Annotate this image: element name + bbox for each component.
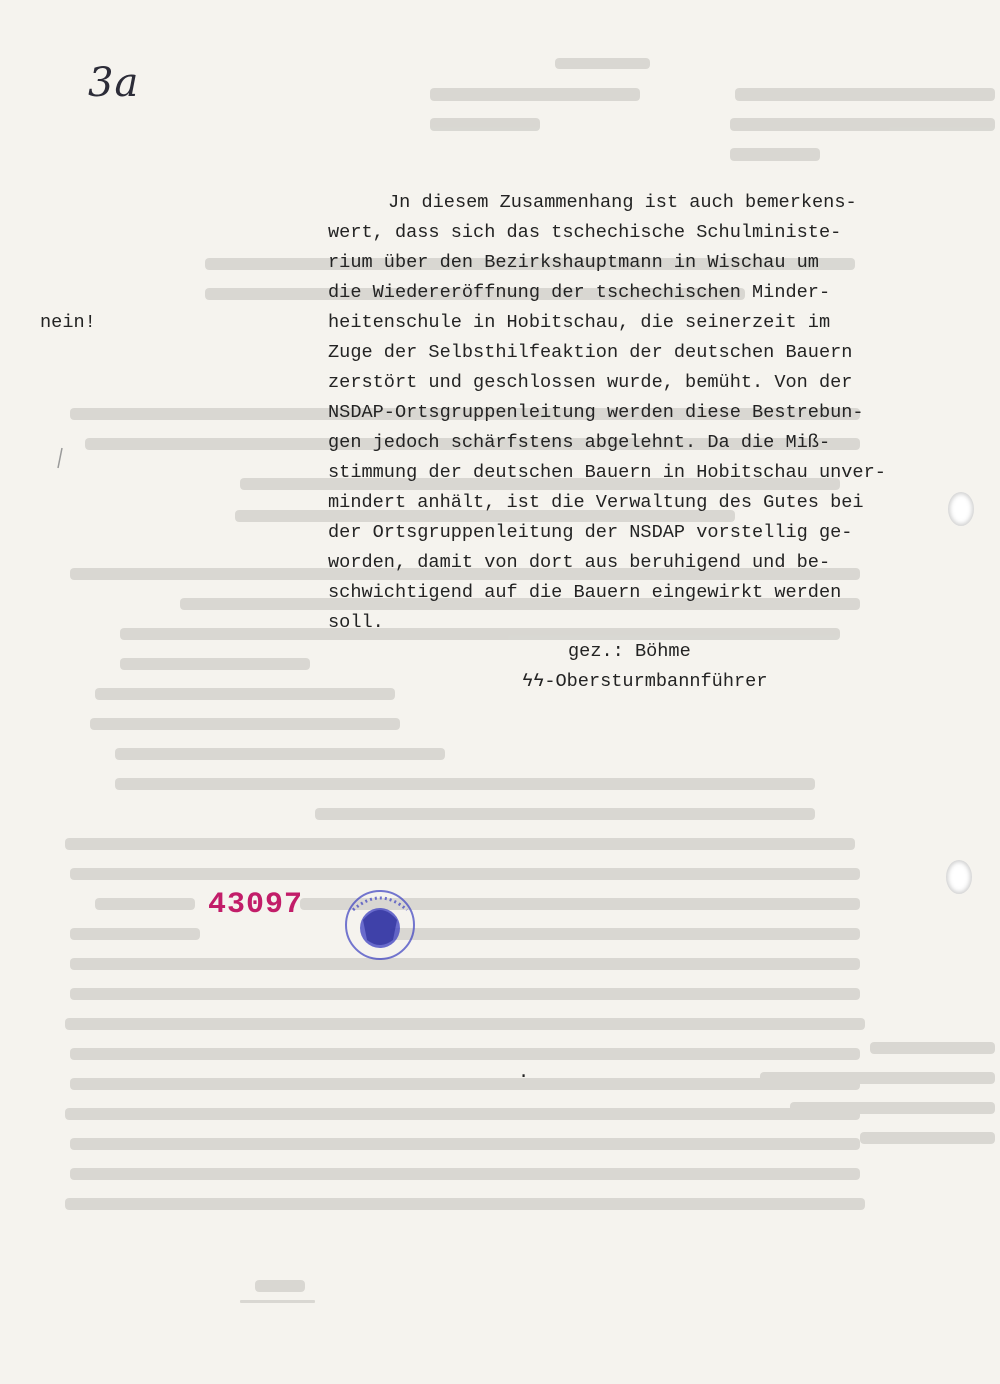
body-line: zerstört und geschlossen wurde, bemüht. Von der — [328, 372, 853, 393]
archive-seal-stamp — [335, 880, 425, 970]
signature-name: gez.: Böhme — [568, 641, 691, 662]
punch-hole — [946, 860, 972, 894]
margin-note: nein! — [40, 312, 96, 333]
body-line: stimmung der deutschen Bauern in Hobitschau unver- — [328, 462, 886, 483]
body-line: der Ortsgruppenleitung der NSDAP vorstellig ge- — [328, 522, 853, 543]
typed-dot: . — [518, 1062, 530, 1083]
body-line: worden, damit von dort aus beruhigend und be- — [328, 552, 831, 573]
body-paragraph — [328, 188, 948, 638]
body-line: mindert anhält, ist die Verwaltung des Gutes bei — [328, 492, 864, 513]
body-line: soll. — [328, 612, 384, 633]
archive-number-stamp: 43097 — [208, 888, 304, 922]
body-line: die Wiedereröffnung der tschechischen Minder- — [328, 282, 831, 303]
body-line: wert, dass sich das tschechische Schulministe- — [328, 222, 842, 243]
signature-rank: ϟϟ-Obersturmbannführer — [522, 671, 768, 692]
body-line: gen jedoch schärfstens abgelehnt. Da die Miß- — [328, 432, 831, 453]
body-line: Zuge der Selbsthilfeaktion der deutschen Bauern — [328, 342, 853, 363]
punch-hole — [948, 492, 974, 526]
body-line: heitenschule in Hobitschau, die seinerzeit im — [328, 312, 831, 333]
body-line: schwichtigend auf die Bauern eingewirkt werden — [328, 582, 842, 603]
body-line: NSDAP-Ortsgruppenleitung werden diese Bestrebun- — [328, 402, 864, 423]
body-line: Jn diesem Zusammenhang ist auch bemerkens- — [388, 192, 857, 213]
body-line: rium über den Bezirkshauptmann in Wischau um — [328, 252, 819, 273]
handwritten-page-number: 3a — [88, 60, 140, 106]
pencil-mark — [58, 448, 62, 468]
